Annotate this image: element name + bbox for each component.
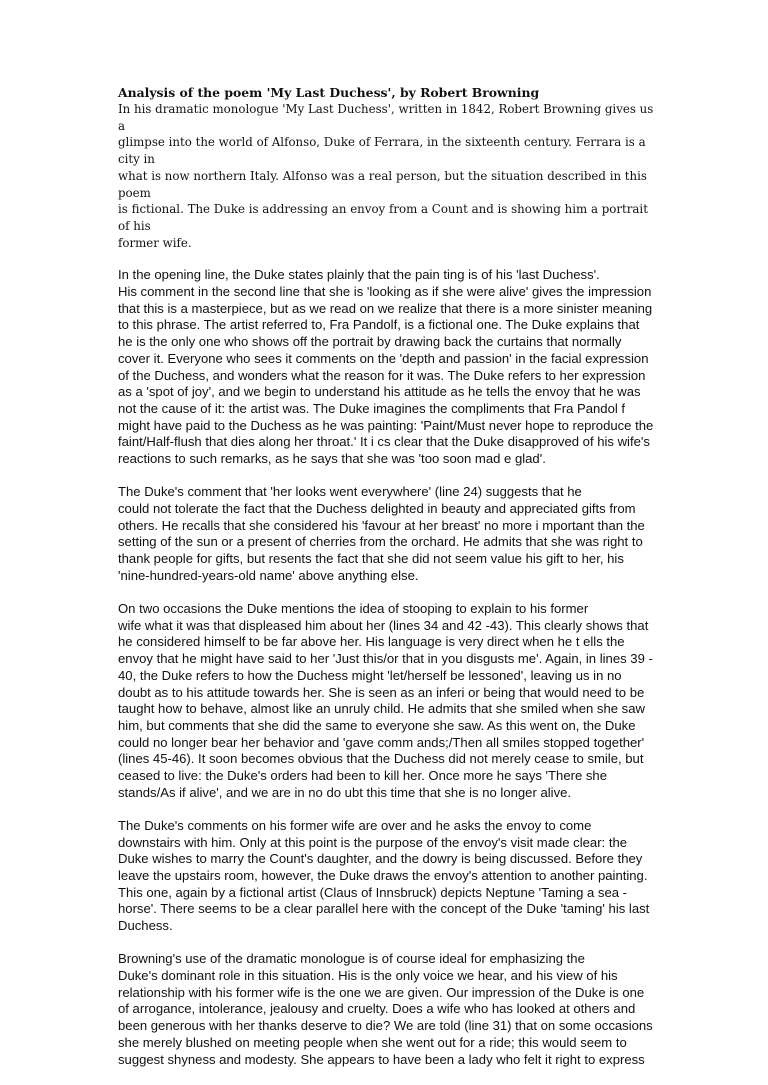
body-paragraph-3: On two occasions the Duke mentions the idea of stooping to explain to his former wife what it was that displeased him about her (lines 34 and 42 -43). This clearly shows that he considered himself to be far above her. His language is very direct when he t ells the envoy that he might have said to her 'Just this/or that in you disgusts me'. Again, in lines 39 - 40, the Duke refers to how the Duchess might 'let/herself be lessoned', leaving us in no doubt as to his attitude towards her. She is seen as an inferi or being that would need to be taught how to behave, almost like an unruly child. He admits that she smiled when she saw him, but comments that she did the same to everyone she saw. As this went on, the Duke could no longer bear her behavior and 'gave comm ands;/Then all smiles stopped together' (lines 45-46). It soon becomes obvious that the Duchess did not merely cease to smile, but ceased to live: the Duke's orders had been to kill her. Once more he says 'There she stands/As if alive', and we are in no do ubt this time that she is no longer alive. <box>118 600 653 800</box>
body-paragraph-2: The Duke's comment that 'her looks went everywhere' (line 24) suggests that he could not tolerate the fact that the Duchess delighted in beauty and appreciated gifts from others. He recalls that she considered his 'favour at her breast' no more i mportant than the setting of the sun or a present of cherries from the orchard. He admits that she was right to thank people for gifts, but resents the fact that she did not seem value his gift to her, his 'nine-hundred-years-old name' above anything else. <box>118 484 645 583</box>
document-page <box>118 84 654 1085</box>
body-paragraph-5: Browning's use of the dramatic monologue is of course ideal for emphasizing the Duke's dominant role in this situation. His is the only voice we hear, and his view of his relationship with his former wife is the one we are given. Our impression of the Duke is one of arrogance, intolerance, jealousy and cruelty. Does a wife who has looked at others and been generous with her thanks deserve to die? We are told (line 31) that on some occasions she merely blushed on meeting people when she went out for a ride; this would seem to suggest shyness and modesty. She appears to have been a lady who felt it right to express <box>118 951 653 1067</box>
body-paragraph-1: In the opening line, the Duke states plainly that the pain ting is of his 'last Duchess'. His comment in the second line that she is 'looking as if she were alive' gives the impression that this is a masterpiece, but as we read on we realize that there is a more sinister meaning to this phrase. The artist referred to, Fra Pandolf, is a fictional one. The Duke explains that he is the only one who shows off the portrait by drawing back the curtains that normally cover it. Everyone who sees it comments on the 'depth and passion' in the facial expression of the Duchess, and wonders what the reason for it was. The Duke refers to her expression as a 'spot of joy', and we begin to understand his attitude as he tells the envoy that he was not the cause of it: the artist was. The Duke imagines the compliments that Fra Pandol f might have paid to the Duchess as he was painting: 'Paint/Must never hope to reproduce the faint/Half-flush that dies along her throat.' It i cs clear that the Duke disapproved of his wife's reactions to such remarks, as he says that she was 'too soon mad e glad'. <box>118 267 654 467</box>
document-title: Analysis of the poem 'My Last Duchess', by Robert Browning <box>118 85 540 100</box>
body-paragraph-4: The Duke's comments on his former wife are over and he asks the envoy to come downstairs with him. Only at this point is the purpose of the envoy's visit made clear: the Duke wishes to marry the Count's daughter, and the dowry is being discussed. Before they leave the upstairs room, however, the Duke draws the envoy's attention to another painting. This one, again by a fictional artist (Claus of Innsbruck) depicts Neptune 'Taming a sea - horse'. There seems to be a clear parallel here with the concept of the Duke 'taming' his last Duchess. <box>118 817 650 934</box>
intro-paragraph: In his dramatic monologue 'My Last Duchess', written in 1842, Robert Browning gives us a glimpse into the world of Alfonso, Duke of Ferrara, in the sixteenth century. Ferrara is a city in what is now northern Italy. Alfonso was a real person, but the situation described in this poem is fictional. The Duke is addressing an envoy from a Count and is showing him a portrait of his former wife. <box>118 102 654 250</box>
